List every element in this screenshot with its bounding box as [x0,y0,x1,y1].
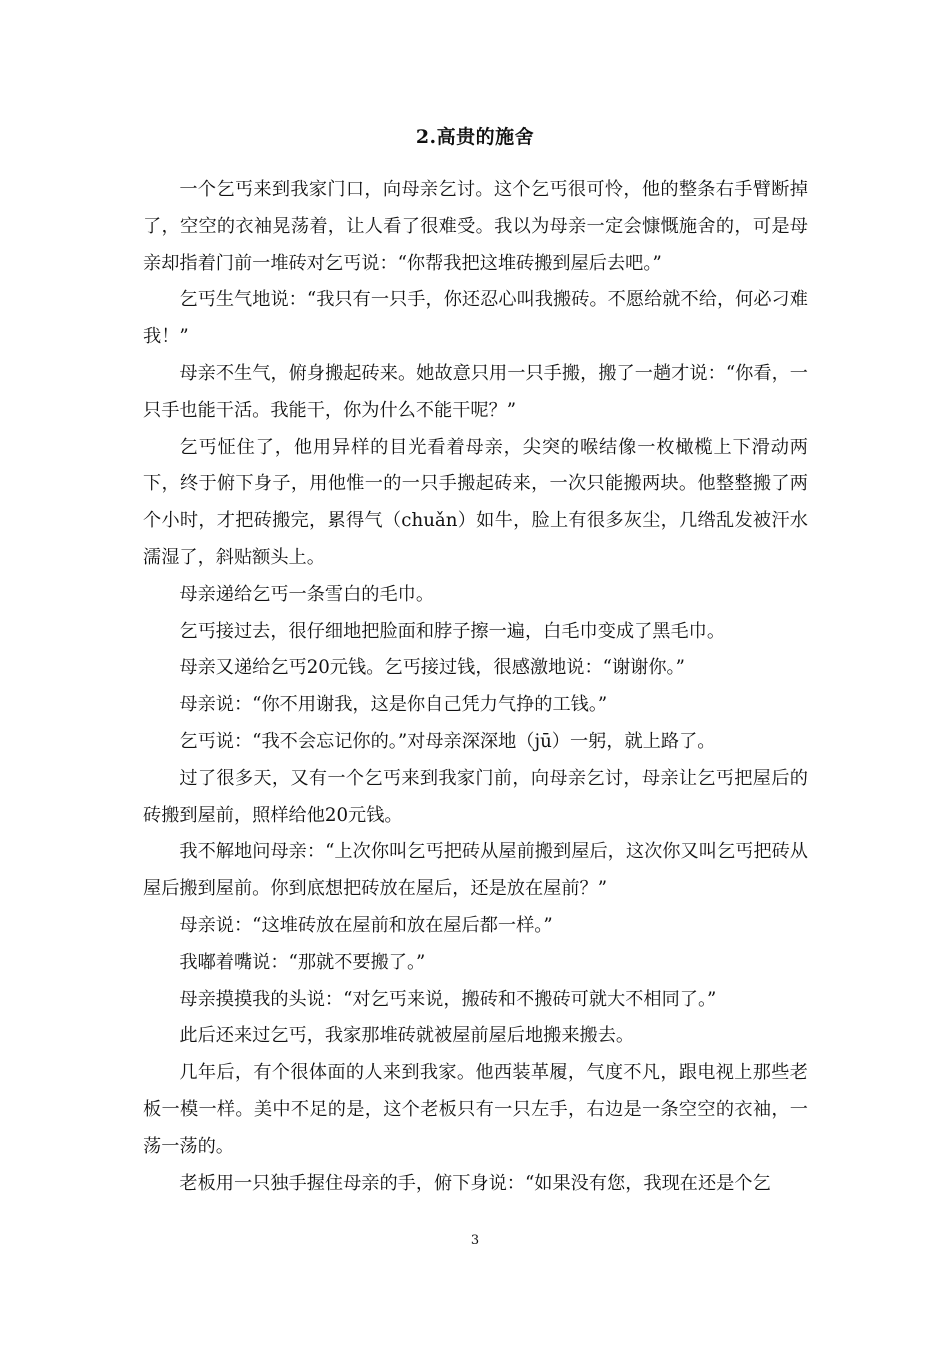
paragraph: 几年后，有个很体面的人来到我家。他西装革履，气度不凡，跟电视上那些老板一模一样。美中不足的是，这个老板只有一只左手，右边是一条空空的衣袖，一荡一荡的。 [143,1062,808,1157]
paragraph: 母亲递给乞丐一条雪白的毛巾。 [179,583,435,605]
paragraph: 乞丐怔住了，他用异样的目光看着母亲，尖突的喉结像一枚橄榄上下滑动两下，终于俯下身子，用他惟一的一只手搬起砖来，一次只能搬两块。他整整搬了两个小时，才把砖搬完，累得气（chuǎn）如牛，脸上有很多灰尘，几绺乱发被汗水濡湿了，斜贴额头上。 [143,436,808,568]
paragraph: 乞丐说：“我不会忘记你的。”对母亲深深地（jū）一躬，就上路了。 [179,730,716,752]
paragraph: 母亲说：“你不用谢我，这是你自己凭力气挣的工钱。” [179,694,608,716]
article-body [143,172,808,1202]
paragraph: 乞丐生气地说：“我只有一只手，你还忍心叫我搬砖。不愿给就不给，何必刁难我！” [143,289,808,348]
paragraph: 一个乞丐来到我家门口，向母亲乞讨。这个乞丐很可怜，他的整条右手臂断掉了，空空的衣袖晃荡着，让人看了很难受。我以为母亲一定会慷慨施舍的，可是母亲却指着门前一堆砖对乞丐说：“你帮我把这堆砖搬到屋后去吧。” [143,179,808,274]
paragraph: 我不解地问母亲：“上次你叫乞丐把砖从屋前搬到屋后，这次你又叫乞丐把砖从屋后搬到屋前。你到底想把砖放在屋后，还是放在屋前？” [143,841,808,900]
paragraph: 此后还来过乞丐，我家那堆砖就被屋前屋后地搬来搬去。 [179,1025,635,1047]
paragraph: 老板用一只独手握住母亲的手，俯下身说：“如果没有您，我现在还是个乞 [179,1172,771,1194]
paragraph: 过了很多天，又有一个乞丐来到我家门前，向母亲乞讨，母亲让乞丐把屋后的砖搬到屋前，照样给他20元钱。 [143,767,808,826]
paragraph: 我嘟着嘴说：“那就不要搬了。” [179,951,426,973]
paragraph: 母亲说：“这堆砖放在屋前和放在屋后都一样。” [179,914,553,936]
paragraph: 母亲又递给乞丐20元钱。乞丐接过钱，很感激地说：“谢谢你。” [179,657,685,679]
paragraph: 乞丐接过去，很仔细地把脸面和脖子擦一遍，白毛巾变成了黑毛巾。 [179,620,726,642]
page-title: 2.高贵的施舍 [415,126,535,148]
paragraph: 母亲不生气，俯身搬起砖来。她故意只用一只手搬，搬了一趟才说：“你看，一只手也能干活。我能干，你为什么不能干呢？” [143,362,808,421]
page-number: 3 [470,1233,480,1248]
paragraph: 母亲摸摸我的头说：“对乞丐来说，搬砖和不搬砖可就大不相同了。” [179,988,717,1010]
